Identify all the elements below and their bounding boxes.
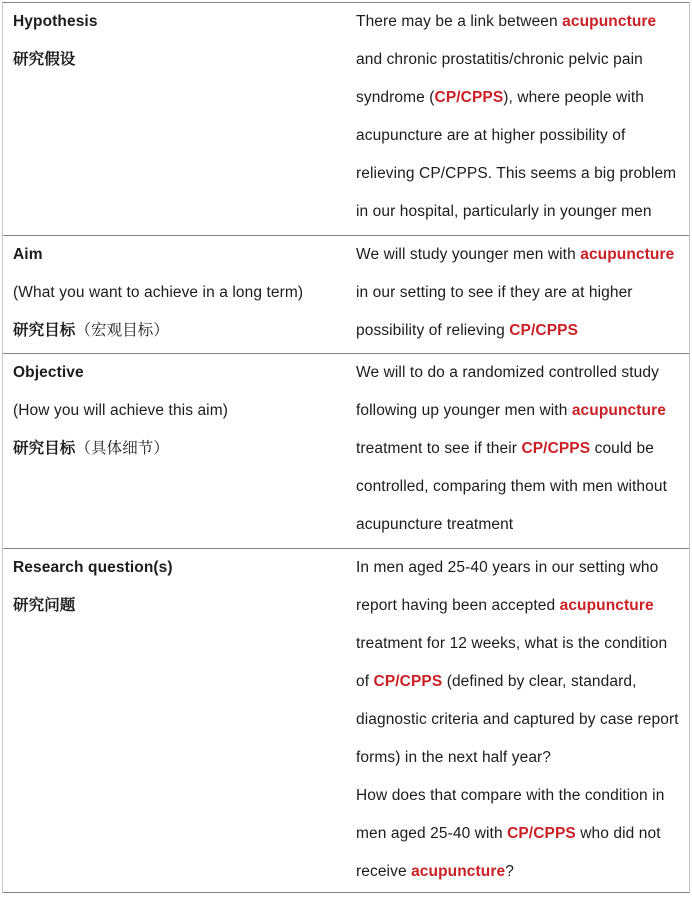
text-line: [13, 354, 339, 392]
text-segment: Objective: [13, 364, 84, 381]
text-segment: treatment to see if their: [356, 440, 522, 457]
text-line: [13, 3, 339, 41]
highlighted-term: acupuncture: [559, 597, 654, 614]
text-line: [13, 41, 339, 79]
text-segment: （具体细节）: [75, 440, 170, 457]
text-segment: ?: [505, 863, 514, 880]
text-line: [13, 312, 339, 350]
text-segment: How does that compare with the condition in men aged 25-40 with: [356, 787, 665, 842]
highlighted-term: CP/CPPS: [521, 440, 591, 457]
text-line: [356, 236, 679, 350]
highlighted-term: acupuncture: [580, 246, 675, 263]
text-line: [356, 3, 679, 231]
highlighted-term: acupuncture: [411, 863, 506, 880]
text-segment: 研究目标: [13, 440, 76, 457]
highlighted-term: CP/CPPS: [509, 322, 579, 339]
content-cell-research-questions: [347, 549, 689, 892]
research-protocol-table: [2, 2, 690, 893]
text-segment: in our setting to see if they are at higher possibility of relieving: [356, 284, 633, 339]
content-cell-hypothesis: [347, 3, 689, 235]
text-segment: 研究问题: [13, 597, 76, 614]
text-segment: 研究目标: [13, 322, 76, 339]
label-cell-research-questions: [3, 549, 347, 892]
text-segment: Hypothesis: [13, 13, 98, 30]
table-row-research-questions: [3, 549, 689, 893]
highlighted-term: acupuncture: [571, 402, 666, 419]
label-cell-hypothesis: [3, 3, 347, 235]
text-line: [13, 392, 339, 430]
text-segment: Aim: [13, 246, 43, 263]
text-line: [13, 274, 339, 312]
text-segment: We will to do a randomized controlled study following up younger men with: [356, 364, 659, 419]
text-segment: (How you will achieve this aim): [13, 402, 228, 419]
label-cell-aim: [3, 236, 347, 353]
content-cell-aim: [347, 236, 689, 353]
highlighted-term: CP/CPPS: [373, 673, 443, 690]
text-line: [13, 430, 339, 468]
text-line: [13, 549, 339, 587]
text-segment: treatment for 12 weeks, what is the condition of: [356, 635, 668, 690]
table-row-aim: [3, 236, 689, 354]
highlighted-term: CP/CPPS: [434, 89, 504, 106]
text-line: [13, 587, 339, 625]
table-row-objective: [3, 354, 689, 549]
text-segment: who did not receive: [356, 825, 661, 880]
text-segment: (defined by clear, standard, diagnostic criteria and captured by case report forms) in the next half year?: [356, 673, 679, 766]
text-line: [356, 549, 679, 777]
text-segment: We will study younger men with: [356, 246, 581, 263]
text-line: [356, 777, 679, 891]
highlighted-term: acupuncture: [562, 13, 657, 30]
text-segment: could be controlled, comparing them with men without acupuncture treatment: [356, 440, 667, 533]
text-line: [356, 354, 679, 544]
text-segment: There may be a link between: [356, 13, 563, 30]
label-cell-objective: [3, 354, 347, 548]
text-segment: ), where people with acupuncture are at higher possibility of relieving CP/CPPS. This seems a big problem in our hospital, particularly in younger men: [356, 89, 677, 220]
text-segment: In men aged 25-40 years in our setting who report having been accepted: [356, 559, 659, 614]
text-segment: 研究假设: [13, 51, 76, 68]
text-segment: and chronic prostatitis/chronic pelvic pain syndrome (: [356, 51, 643, 106]
table-row-hypothesis: [3, 3, 689, 236]
text-segment: (What you want to achieve in a long term): [13, 284, 304, 301]
highlighted-term: CP/CPPS: [507, 825, 576, 842]
text-segment: Research question(s): [13, 559, 173, 576]
text-line: [13, 236, 339, 274]
content-cell-objective: [347, 354, 689, 548]
text-segment: （宏观目标）: [75, 322, 170, 339]
